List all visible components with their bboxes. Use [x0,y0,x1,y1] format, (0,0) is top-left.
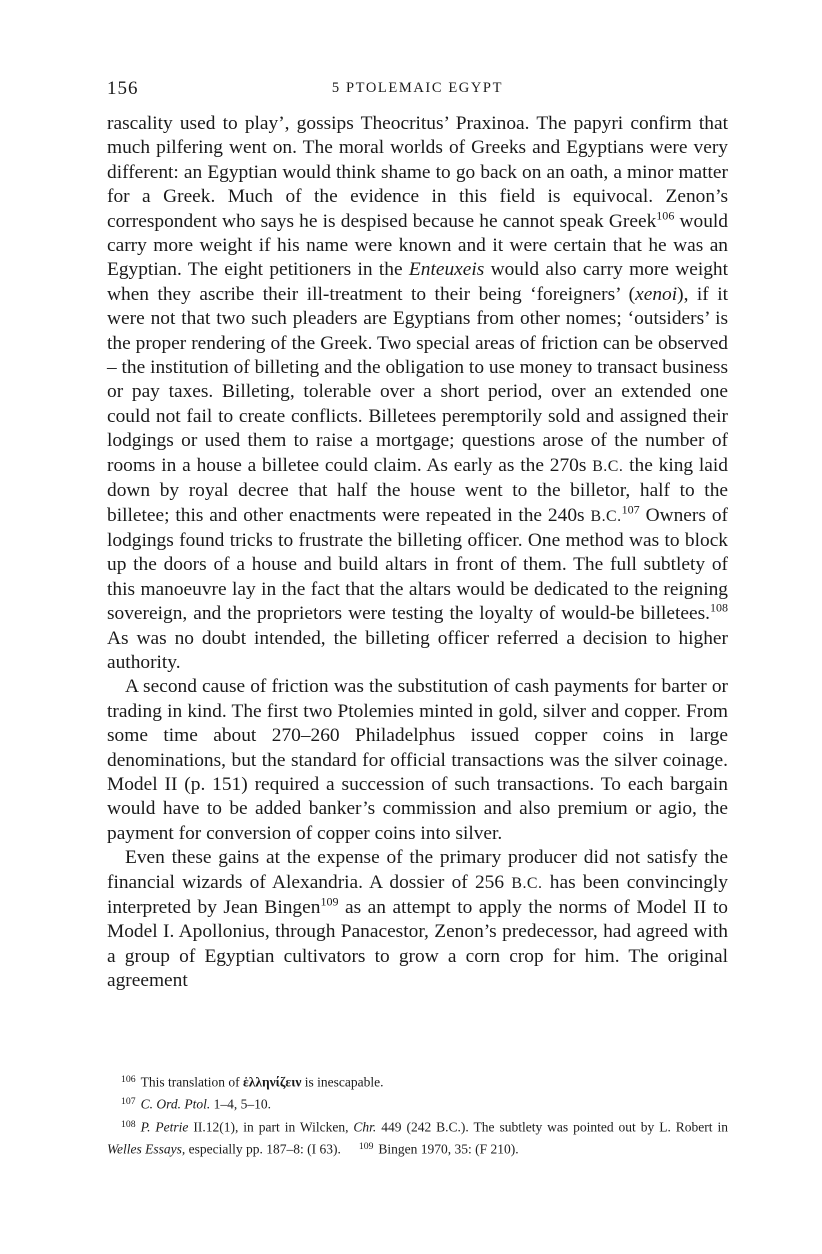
footnote [107,1092,728,1114]
text-run: As was no doubt intended, the billeting officer referred a decision to higher authority. [107,627,728,673]
text-run: as an attempt to apply the norms of Model II to Model I. Apollonius, through Panacestor, Zenon’s predecessor, had agreed with a group of Egyptian cultivators to grow a corn crop for him. The original agreement [107,897,728,992]
footnote-ref: 107 [621,502,640,517]
footnote-number: 106 [121,1074,136,1085]
footnote-text: II.12(1), in part in Wilcken, [188,1119,354,1135]
footnote-citation: Welles Essays, [107,1141,186,1157]
footnote-number: 108 [121,1118,136,1130]
text-run: would also carry more weight when they ascribe their ill-treatment to their being ‘foreigners’ ( [107,259,728,305]
footnote-text: is inescapable. [301,1074,384,1090]
text-run: Owners of lodgings found tricks to frustrate the billeting officer. One method was to block up the doors of a house and build altars in front of them. The full subtlety of this manoeuvre lay in the fact that the altars would be dedicated to the reigning sovereign, and the proprietors were testing the loyalty of would-be billetees. [107,504,728,625]
era-abbrev: B.C. [511,874,543,892]
era-abbrev: B.C. [592,457,624,475]
footnote-text: especially pp. 187–8: (I 63). [185,1141,341,1157]
text-run: Even these gains at the expense of the primary producer did not satisfy the financial wizards of Alexandria. A dossier of 256 [107,847,728,893]
footnote-number: 107 [121,1096,136,1108]
running-title: 5 PTOLEMAIC EGYPT [331,80,504,96]
italic-term: Enteuxeis [408,259,485,281]
footnote [107,1115,728,1160]
footnote-ref: 106 [656,208,675,223]
paragraph [107,112,728,675]
page-number: 156 [107,78,139,99]
text-run: would carry more weight if his name were known and it were certain that he was an Egyptian. The eight petitioners in the [107,210,728,281]
footnote-text: 1–4, 5–10. [210,1096,271,1112]
text-run: rascality used to play’, gossips Theocritus’ Praxinoa. The papyri confirm that much pilfering went on. The moral worlds of Greeks and Egyptians were very different: an Egyptian would think shame to go back on an oath, a minor matter for a Greek. Much of the evidence in this field is equivocal. Zenon’s correspondent who says he is despised because he cannot speak Greek [107,113,728,232]
italic-term: xenoi [635,283,678,305]
footnote-citation: P. Petrie [140,1119,189,1135]
text-run: ), if it were not that two such pleaders are Egyptians from other nomes; ‘outsiders’ is the proper rendering of the Greek. Two special areas of friction can be observed – the institution of billeting and the obligation to use money to transact business or pay taxes. Billeting, tolerable over a short period, over an extended one could not fail to create conflicts. Billetees peremptorily sold and assigned their lodgings or used them to raise a mortgage; questions arose of the number of rooms in a house a billetee could claim. As early as the 270s [107,283,728,476]
footnote-text: This translation of [140,1074,243,1090]
body-text [107,112,728,994]
footnote-number: 109 [358,1141,374,1153]
footnote-ref: 108 [709,600,728,615]
greek-term: ἑλληνίζειν [242,1074,302,1090]
footnote-text: 449 (242 B.C.). The subtlety was pointed out by L. Robert in [376,1119,728,1135]
footnote-citation: C. Ord. Ptol. [140,1096,211,1112]
paragraph [107,846,728,993]
page-header [107,78,728,102]
footnote [107,1070,728,1092]
footnotes [107,1070,728,1159]
footnote-text: Bingen 1970, 35: (F 210). [378,1141,519,1157]
footnote-citation: Chr. [353,1119,377,1135]
footnote-ref: 109 [320,894,339,909]
text-run: the king laid down by royal decree that half the house went to the billetor, half to the billetee; this and other enactments were repeated in the 240s [107,454,728,526]
paragraph: A second cause of friction was the substitution of cash payments for barter or trading in kind. The first two Ptolemies minted in gold, silver and copper. From some time about 270–260 Philadelphus issued copper coins in large denominations, but the standard for official transactions was the silver coinage. Model II (p. 151) required a succession of such transactions. To each bargain would have to be added banker’s commission and also premium or agio, the payment for conversion of copper coins into silver. [107,676,728,844]
era-abbrev: B.C. [590,507,622,525]
text-run: has been convincingly interpreted by Jean Bingen [107,871,728,918]
